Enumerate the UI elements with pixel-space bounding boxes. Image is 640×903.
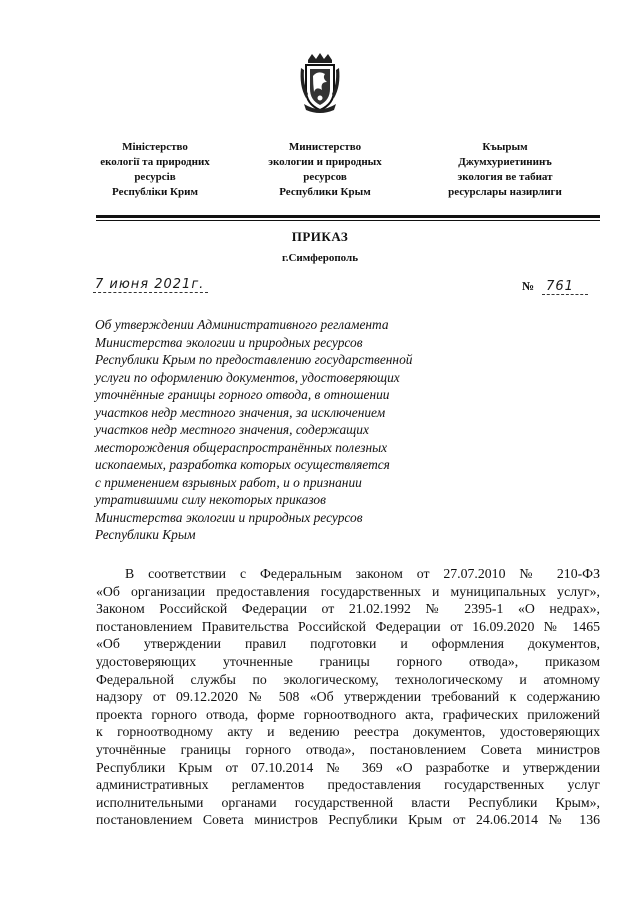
ministry-name-ukrainian: Міністерство екології та природних ресурсів Республіки Крим: [100, 141, 210, 198]
subject-line: Республики Крым: [95, 527, 196, 542]
body-line: проекта горного отвода, форме горноотводного акта, графических приложений: [96, 706, 600, 722]
subject-line: с применением взрывных работ, и о признании: [95, 474, 362, 490]
order-number-field: [522, 277, 588, 295]
body-line: надзору от 09.12.2020 № 508 «Об утверждении требований к содержанию: [96, 689, 600, 705]
subject-line: месторождения общераспространённых полезных: [95, 439, 388, 455]
subject-line: Об утверждении Административного регламента: [95, 317, 389, 332]
header-divider-thin: [96, 220, 600, 221]
subject-line: Министерства экологии и природных ресурсов: [95, 334, 363, 350]
crimea-coat-of-arms-icon: [298, 52, 342, 114]
order-city: г.Симферополь: [281, 252, 359, 264]
body-line: исполнительными органами государственной власти Республики Крым»,: [96, 794, 600, 810]
order-subject: [95, 316, 465, 544]
subject-line: Республики Крым по предоставлению государственной: [95, 352, 413, 367]
ministry-name-crimean-tatar: Къырым Джумхуриетининъ экология ве табиат ресурслары назирлиги: [448, 141, 562, 198]
subject-line: Министерства экологии и природных ресурсов: [95, 509, 363, 525]
number-sign: №: [522, 279, 535, 293]
header-divider-thick: [96, 215, 600, 218]
body-line: Федеральной службы по экологическому, технологическому и атомному: [96, 671, 600, 687]
body-line: Законом Российской Федерации от 21.02.1992 № 2395-1 «О недрах»,: [96, 601, 600, 617]
body-line: «Об организации предоставления государственных и муниципальных услуг»,: [96, 583, 600, 599]
body-line: административных регламентов предоставления государственных услуг: [96, 777, 600, 793]
order-number-handwritten: 761: [542, 279, 588, 295]
subject-line: участков недр местного значения, содержащих: [95, 422, 369, 437]
body-line: В соответствии с Федеральным законом от 27.07.2010 № 210-ФЗ: [125, 566, 600, 581]
body-line: постановлением Совета министров Республики Крым от 24.06.2014 № 136: [96, 812, 600, 828]
ministry-name-russian: Министерство экологии и природных ресурсов Республики Крым: [268, 141, 382, 198]
subject-line: ископаемых, разработка которых осуществляется: [95, 457, 390, 472]
subject-line: утратившими силу некоторых приказов: [95, 492, 326, 507]
body-line: постановлением Правительства Российской Федерации от 16.09.2020 № 1465: [96, 618, 600, 634]
subject-line: уточнённые границы горного отвода, в отношении: [95, 387, 390, 402]
subject-line: услуги по оформлению документов, удостоверяющих: [95, 369, 400, 385]
order-title: ПРИКАЗ: [291, 229, 349, 244]
order-date-handwritten: 7 июня 2021г.: [93, 277, 208, 293]
subject-line: участков недр местного значения, за исключением: [95, 404, 386, 420]
body-line: уточнённые границы горного отвода», постановлением Совета министров: [96, 741, 600, 757]
body-line: к горноотводному акту и ведению реестра документов, удостоверяющих: [96, 724, 600, 740]
order-body-paragraph: [96, 565, 600, 829]
body-line: удостоверяющих уточненные границы горного отвода», приказом: [96, 653, 600, 669]
body-line: Республики Крым от 07.10.2014 № 369 «О разработке и утверждении: [96, 759, 600, 775]
body-line: «Об утверждении правил подготовки и оформления документов,: [96, 636, 600, 652]
